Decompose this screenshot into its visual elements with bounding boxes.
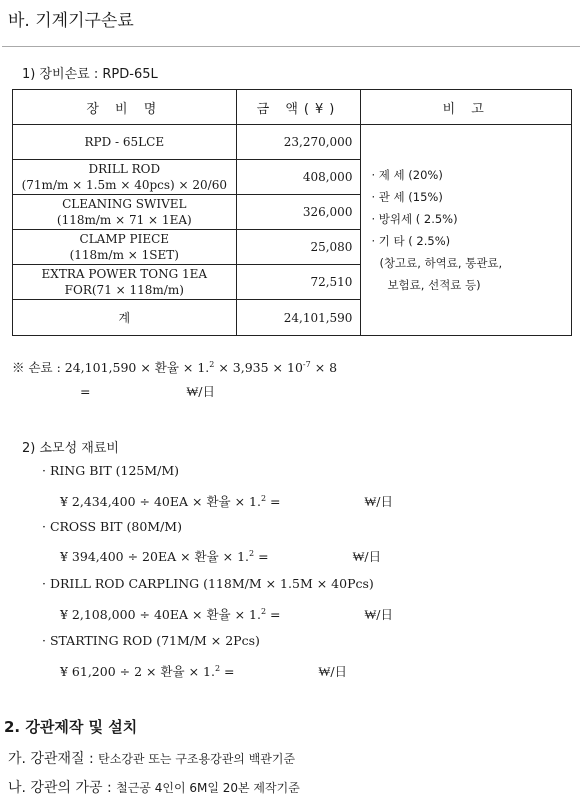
calc-expression: ¥ 394,400 ÷ 20EA × 환율 × 1. (60, 549, 250, 564)
equipment-table (12, 89, 572, 336)
equipment-subtitle (22, 63, 158, 82)
pipe-processing-line (8, 777, 300, 797)
header-name: 장 비 명 (13, 90, 237, 125)
row-name: RPD - 65LCE (84, 135, 165, 149)
consumables-subtitle: 2) 소모성 재료비 (22, 441, 119, 456)
row-name: DRILL ROD (88, 162, 161, 176)
remarks-cell (361, 125, 572, 336)
formula-exponent: 2 (209, 359, 215, 369)
row-amount: 72,510 (236, 265, 361, 300)
formula-unit: ₩/日 (186, 384, 215, 399)
formula-prefix: ※ 손료 : 24,101,590 × 환율 × 1. (12, 360, 210, 375)
total-label: 계 (13, 300, 237, 336)
formula-exponent: -7 (302, 359, 311, 369)
row-amount: 25,080 (236, 230, 361, 265)
header-amount: 금 액(¥) (236, 90, 361, 125)
depreciation-result (80, 382, 215, 400)
calc-exponent: 2 (260, 493, 267, 503)
consumable-calc (60, 547, 381, 565)
header-remark: 비 고 (361, 90, 572, 125)
calc-unit: ₩/日 (352, 549, 382, 564)
pipe-material-line (8, 748, 295, 768)
calc-exponent: 2 (249, 548, 255, 558)
consumable-calc (60, 492, 393, 510)
calc-expression: ¥ 2,108,000 ÷ 40EA × 환율 × 1. (60, 607, 261, 622)
calc-equals: = (266, 607, 281, 622)
pipe-processing-label: 나. 강관의 가공 : (8, 780, 112, 796)
consumable-calc (60, 662, 347, 680)
calc-exponent: 2 (260, 606, 267, 616)
remark-line: · 관 세 (15%) (371, 190, 443, 204)
section2-title: 2. 강관제작 및 설치 (4, 718, 138, 736)
row-name-detail: (118m/m × 71 × 1EA) (56, 213, 192, 227)
row-name: CLEANING SWIVEL (62, 197, 187, 211)
consumable-item: · DRILL ROD CARPLING (118M/M × 1.5M × 40Pcs) (42, 576, 374, 591)
remark-line: · 방위세 ( 2.5%) (371, 212, 458, 226)
row-name-detail: (118m/m × 1SET) (69, 248, 179, 262)
consumable-item: · CROSS BIT (80M/M) (42, 519, 182, 534)
calc-exponent: 2 (214, 663, 221, 673)
row-amount: 408,000 (236, 160, 361, 195)
calc-unit: ₩/日 (318, 664, 348, 679)
remark-line: 보험료, 선적료 등) (387, 278, 481, 292)
consumable-item: · RING BIT (125M/M) (42, 463, 180, 478)
table-row (13, 125, 572, 160)
calc-expression: ¥ 2,434,400 ÷ 40EA × 환율 × 1. (60, 494, 261, 509)
calc-unit: ₩/日 (364, 494, 394, 509)
section-title: 바. 기계기구손료 (8, 11, 134, 31)
depreciation-formula (12, 358, 337, 376)
remark-line: · 기 타 ( 2.5%) (371, 234, 451, 248)
row-name-detail: (71m/m × 1.5m × 40pcs) × 20/60 (21, 178, 227, 192)
remark-line: · 제 세 (20%) (371, 168, 443, 182)
equipment-subtitle-label: 1) 장비손료 : (22, 67, 99, 82)
formula-mid: × 3,935 × 10 (214, 360, 303, 375)
calc-expression: ¥ 61,200 ÷ 2 × 환율 × 1. (60, 664, 215, 679)
total-amount: 24,101,590 (236, 300, 361, 336)
remark-line: (창고료, 하역료, 통관료, (379, 256, 503, 270)
consumable-item: · STARTING ROD (71M/M × 2Pcs) (42, 633, 260, 648)
formula-suffix: × 8 (310, 360, 338, 375)
row-amount: 23,270,000 (236, 125, 361, 160)
row-name: EXTRA POWER TONG 1EA (41, 267, 208, 281)
row-amount: 326,000 (236, 195, 361, 230)
pipe-material-label: 가. 강관재질 : (8, 751, 94, 767)
consumable-calc (60, 605, 393, 623)
equipment-model: RPD-65L (102, 67, 158, 82)
row-name: CLAMP PIECE (79, 232, 170, 246)
pipe-material-text: 탄소강관 또는 구조용강관의 백관기준 (98, 752, 296, 766)
formula-equals: = (80, 384, 91, 399)
calc-equals: = (220, 664, 235, 679)
calc-equals: = (266, 494, 281, 509)
calc-unit: ₩/日 (364, 607, 394, 622)
pipe-processing-text: 철근공 4인이 6M일 20본 제작기준 (116, 781, 300, 795)
row-name-detail: FOR(71 × 118m/m) (64, 283, 184, 297)
calc-equals: = (254, 549, 269, 564)
